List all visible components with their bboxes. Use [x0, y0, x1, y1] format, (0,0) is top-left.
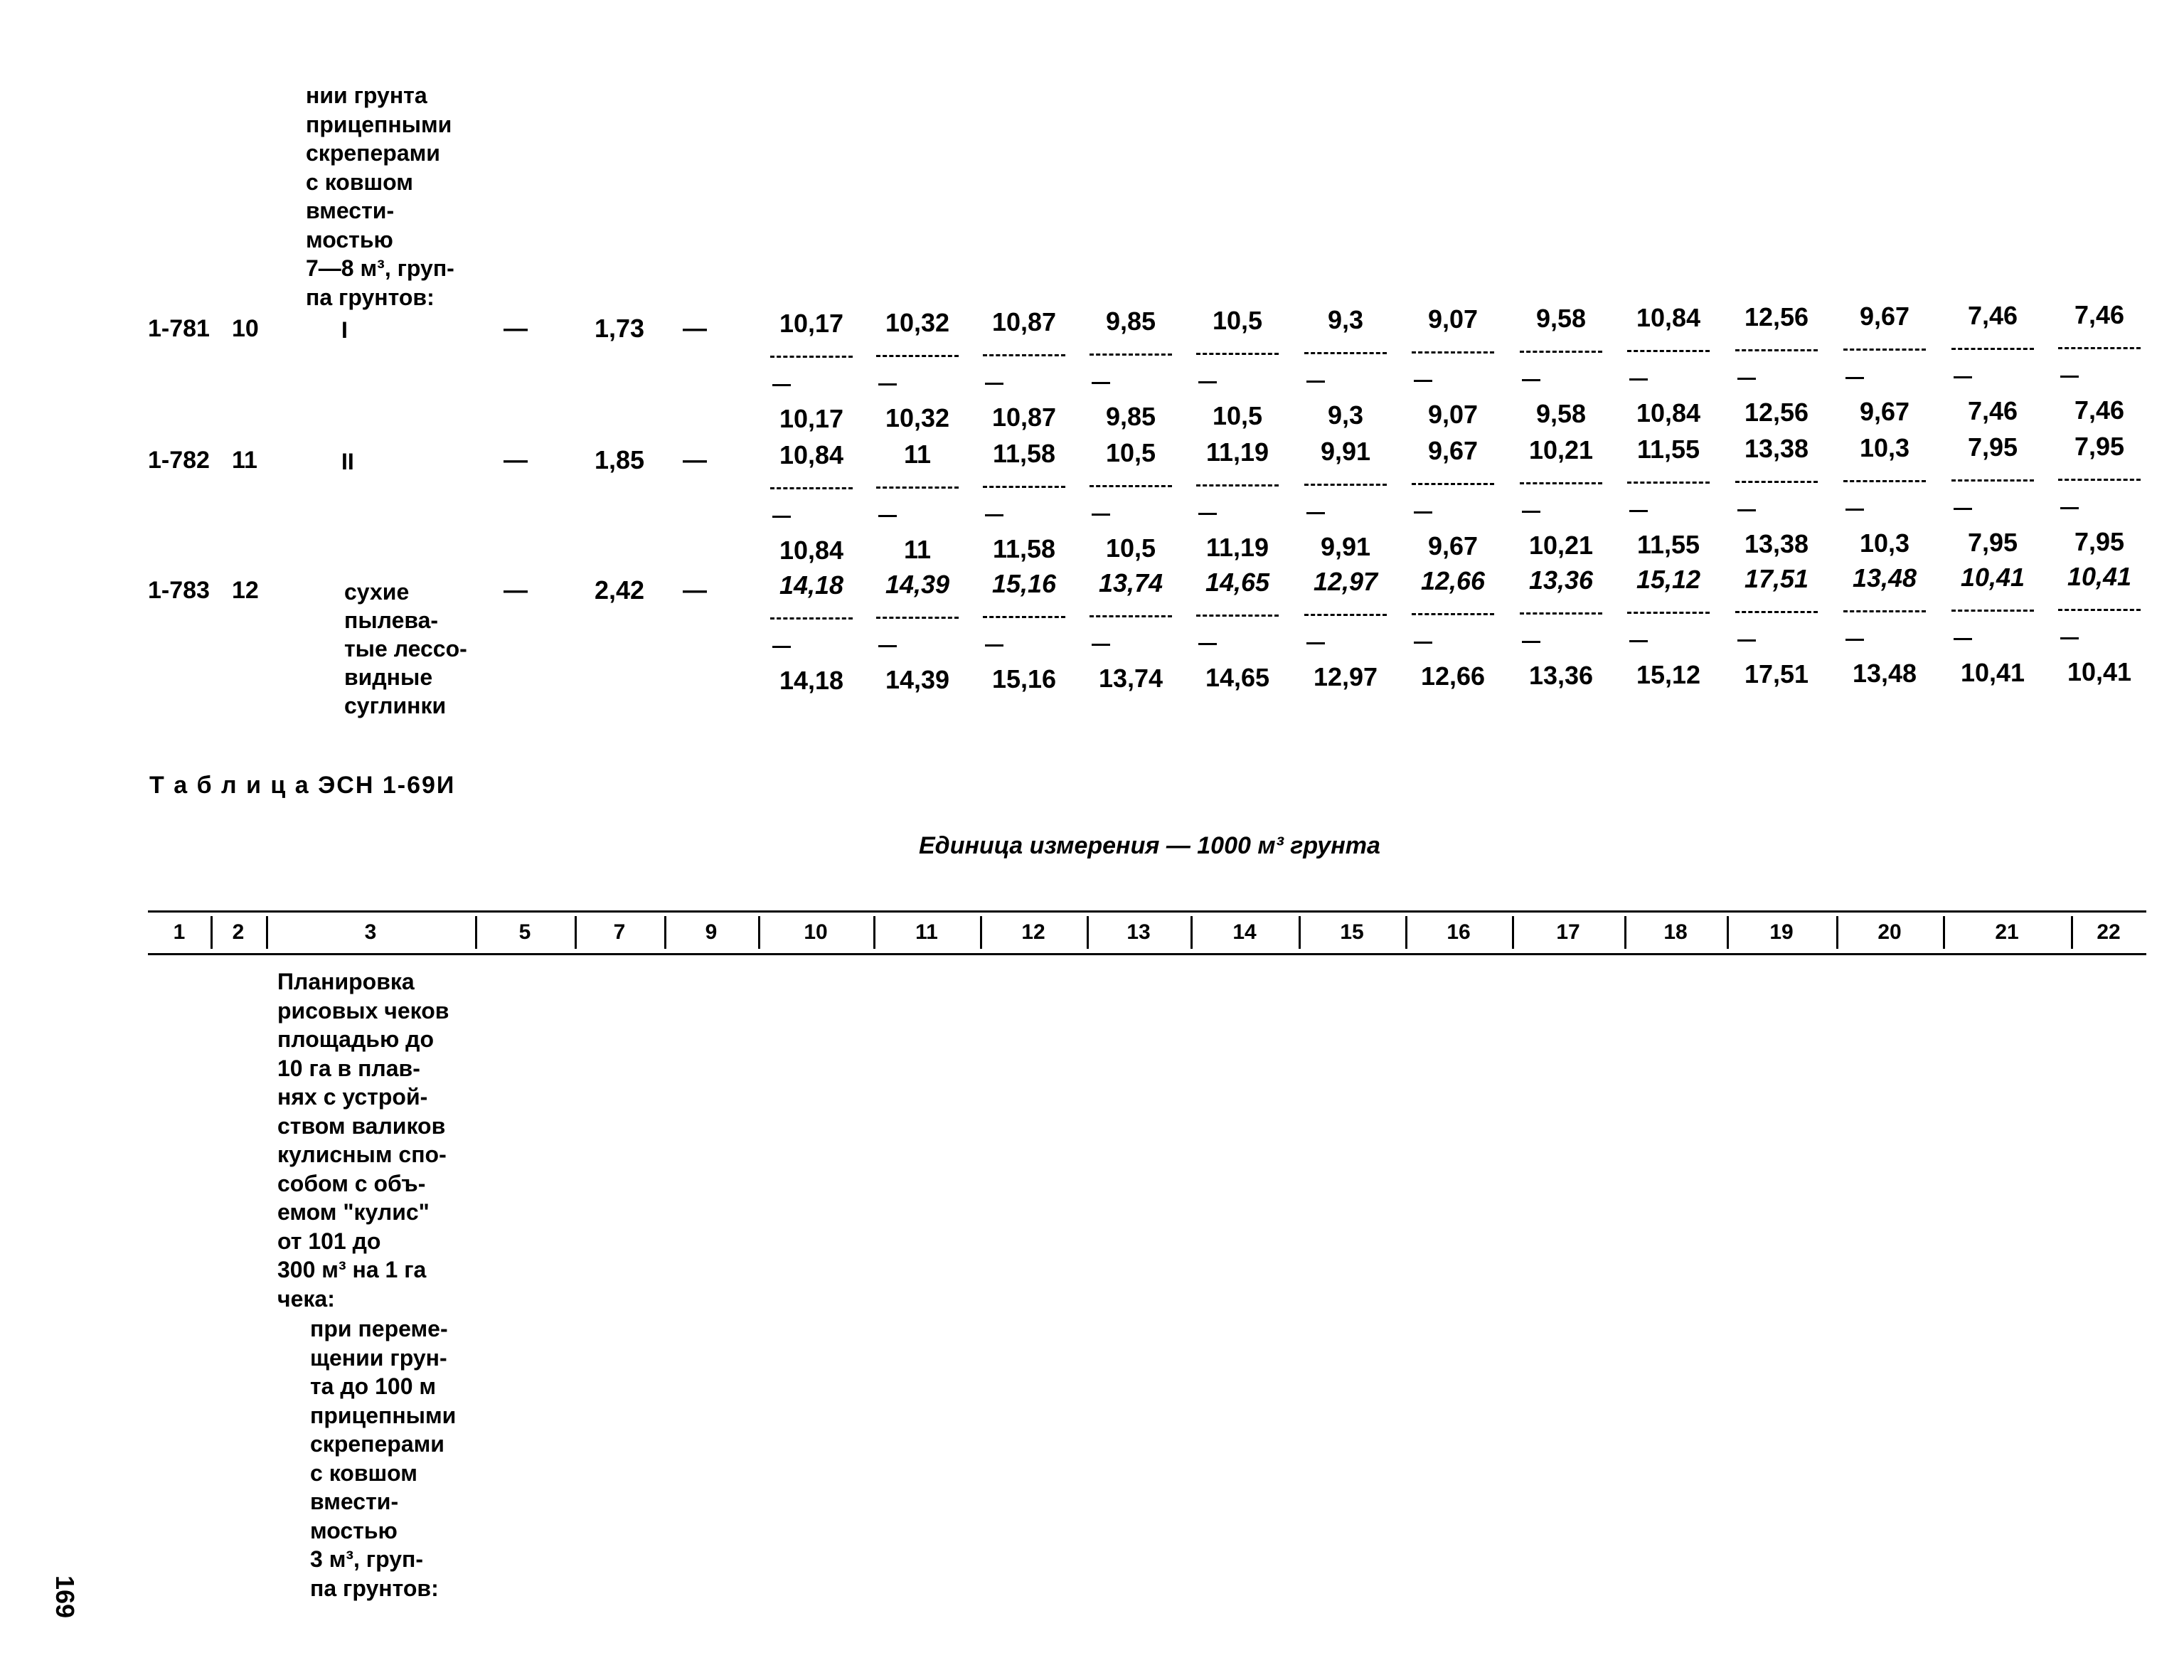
- description-line: емом "кулис": [277, 1199, 430, 1225]
- value-denominator: 13,48: [1852, 659, 1917, 688]
- row-code: 1-781: [148, 315, 210, 342]
- value-denominator: 7,46: [1967, 396, 2018, 425]
- value-denominator: 10,17: [779, 404, 844, 433]
- row-code: 1-782: [148, 447, 210, 474]
- row-code: 1-783: [148, 577, 210, 604]
- value-denominator: 10,32: [885, 403, 950, 432]
- fraction-divider: [1412, 483, 1494, 485]
- description-line: 10 га в плав-: [277, 1055, 420, 1081]
- header-column-number: 12: [1021, 920, 1045, 944]
- header-column-number: 15: [1340, 920, 1364, 944]
- value-denominator: 10,84: [779, 536, 844, 565]
- header-column-number: 13: [1126, 920, 1151, 944]
- empty-dash-mark: [1414, 380, 1432, 382]
- empty-dash-mark: [985, 514, 1003, 516]
- col5-value: —: [504, 447, 528, 474]
- lower-description-sub: [310, 1314, 456, 1602]
- value-denominator: 15,16: [991, 664, 1057, 693]
- description-line: прицепными: [306, 111, 452, 137]
- empty-dash-mark: [1845, 639, 1864, 641]
- value-numerator: 10,21: [1528, 435, 1594, 464]
- col7-value: 1,85: [595, 445, 645, 474]
- empty-dash-mark: [2060, 376, 2079, 378]
- value-denominator: 14,65: [1205, 663, 1270, 692]
- value-numerator: 7,46: [1967, 301, 2018, 330]
- description-line: мостью: [306, 226, 393, 252]
- value-denominator: 11,19: [1205, 533, 1269, 562]
- empty-dash-mark: [1737, 509, 1756, 511]
- header-column-number: 3: [364, 920, 377, 944]
- unit-note: Единица измерения — 1000 м³ грунта: [919, 832, 1380, 859]
- value-numerator: 11,55: [1636, 435, 1700, 464]
- value-numerator: 7,46: [2074, 300, 2125, 329]
- value-numerator: 9,07: [1427, 304, 1479, 334]
- value-numerator: 13,74: [1098, 568, 1163, 597]
- description-line: прицепными: [310, 1402, 457, 1428]
- description-line: при переме-: [310, 1316, 448, 1341]
- value-denominator: 9,58: [1535, 399, 1587, 428]
- soil-group-label: видные: [344, 664, 433, 690]
- header-column-number: 16: [1447, 920, 1471, 944]
- description-line: Планировка: [277, 969, 415, 994]
- value-denominator: 11: [903, 535, 932, 564]
- page-number: 169: [50, 1575, 80, 1619]
- empty-dash-mark: [878, 515, 897, 517]
- value-denominator: 9,07: [1427, 400, 1479, 429]
- empty-dash-mark: [2060, 637, 2079, 639]
- fraction-divider: [983, 486, 1065, 488]
- header-column-number: 9: [705, 920, 718, 944]
- value-numerator: 9,85: [1105, 307, 1156, 336]
- empty-dash-mark: [1306, 381, 1325, 383]
- description-line: с ковшом: [306, 169, 413, 195]
- value-denominator: 10,41: [1960, 658, 2025, 687]
- table-header-rule: [148, 953, 2146, 955]
- upper-description: [306, 81, 454, 312]
- value-denominator: 9,3: [1327, 400, 1364, 430]
- value-denominator: 14,39: [885, 665, 950, 694]
- empty-dash-mark: [1414, 642, 1432, 644]
- soil-group-label: тые лессо-: [344, 636, 467, 661]
- fraction-divider: [1304, 614, 1387, 616]
- empty-dash-mark: [1737, 639, 1756, 642]
- fraction-divider: [1196, 484, 1279, 487]
- header-column-number: 1: [173, 920, 186, 944]
- empty-dash-mark: [1737, 378, 1756, 380]
- value-denominator: 12,97: [1313, 662, 1378, 691]
- header-column-number: 19: [1769, 920, 1794, 944]
- empty-dash-mark: [1522, 511, 1540, 513]
- value-numerator: 10,87: [991, 307, 1057, 336]
- value-numerator: 17,51: [1744, 564, 1809, 593]
- value-denominator: 13,36: [1528, 661, 1594, 690]
- fraction-divider: [1951, 348, 2034, 350]
- value-numerator: 9,67: [1427, 436, 1479, 465]
- value-numerator: 10,5: [1212, 306, 1263, 335]
- description-line: от 101 до: [277, 1228, 381, 1254]
- empty-dash-mark: [1414, 511, 1432, 514]
- empty-dash-mark: [985, 383, 1003, 385]
- table-title: Т а б л и ц а ЭСН 1-69И: [149, 772, 456, 799]
- empty-dash-mark: [1954, 638, 1972, 640]
- fraction-divider: [1951, 479, 2034, 482]
- value-numerator: 10,41: [2067, 562, 2132, 591]
- empty-dash-mark: [878, 645, 897, 647]
- empty-dash-mark: [1198, 381, 1217, 383]
- value-numerator: 14,18: [779, 570, 844, 600]
- fraction-divider: [1412, 351, 1494, 353]
- fraction-divider: [1627, 612, 1710, 614]
- description-line: щении грун-: [310, 1344, 447, 1371]
- empty-dash-mark: [1092, 644, 1110, 646]
- fraction-divider: [1843, 480, 1926, 482]
- col5-value: —: [504, 577, 528, 604]
- soil-group-label: пылева-: [344, 607, 439, 633]
- empty-dash-mark: [1198, 513, 1217, 515]
- header-column-number: 10: [804, 920, 828, 944]
- empty-dash-mark: [1629, 510, 1648, 512]
- header-column-number: 14: [1232, 920, 1257, 944]
- description-line: собом с объ-: [277, 1170, 426, 1196]
- value-numerator: 10,32: [885, 308, 950, 337]
- value-denominator: 9,67: [1859, 397, 1910, 426]
- value-numerator: 10,84: [779, 440, 844, 469]
- table-top-rule: [148, 910, 2146, 913]
- col5-value: —: [504, 315, 528, 342]
- header-column-number: 20: [1877, 920, 1902, 944]
- empty-dash-mark: [772, 516, 791, 518]
- fraction-divider: [876, 487, 959, 489]
- fraction-divider: [1196, 615, 1279, 617]
- fraction-divider: [770, 356, 853, 358]
- empty-dash-mark: [1198, 643, 1217, 645]
- value-numerator: 14,39: [885, 570, 950, 599]
- empty-dash-mark: [1522, 641, 1540, 643]
- fraction-divider: [770, 617, 853, 620]
- header-column-number: 5: [518, 920, 531, 944]
- empty-dash-mark: [985, 644, 1003, 647]
- value-numerator: 7,95: [1967, 432, 2018, 462]
- value-numerator: 13,38: [1744, 434, 1809, 463]
- value-numerator: 10,3: [1859, 433, 1910, 462]
- fraction-divider: [983, 354, 1065, 356]
- fraction-divider: [1520, 351, 1602, 353]
- fraction-divider: [2058, 347, 2141, 349]
- value-numerator: 9,91: [1320, 437, 1371, 466]
- value-denominator: 11,55: [1636, 530, 1700, 559]
- fraction-divider: [1090, 485, 1172, 487]
- fraction-divider: [1627, 350, 1710, 352]
- description-line: площадью до: [277, 1026, 435, 1052]
- header-column-number: 7: [613, 920, 626, 944]
- fraction-divider: [1627, 482, 1710, 484]
- fraction-divider: [1520, 612, 1602, 615]
- value-denominator: 7,46: [2074, 395, 2125, 425]
- value-numerator: 10,41: [1960, 563, 2025, 592]
- empty-dash-mark: [1522, 379, 1540, 381]
- fraction-divider: [1196, 353, 1279, 355]
- empty-dash-mark: [1629, 640, 1648, 642]
- value-numerator: 12,66: [1420, 566, 1486, 595]
- value-numerator: 11,58: [992, 439, 1056, 468]
- empty-dash-mark: [1845, 377, 1864, 379]
- fraction-divider: [2058, 609, 2141, 611]
- value-numerator: 14,65: [1205, 568, 1270, 597]
- value-denominator: 11,58: [992, 534, 1056, 563]
- value-denominator: 7,95: [1967, 528, 2018, 557]
- col9-value: —: [683, 315, 707, 342]
- value-numerator: 9,67: [1859, 302, 1910, 331]
- header-column-number: 22: [2097, 920, 2121, 944]
- description-line: рисовых чеков: [277, 997, 449, 1024]
- empty-dash-mark: [1092, 514, 1110, 516]
- fraction-divider: [1843, 610, 1926, 612]
- fraction-divider: [983, 616, 1065, 618]
- value-denominator: 10,5: [1212, 401, 1263, 430]
- fraction-divider: [1412, 613, 1494, 615]
- description-line: кулисным спо-: [277, 1142, 447, 1167]
- lower-description-main: [277, 967, 449, 1313]
- description-line: чека:: [277, 1285, 335, 1312]
- fraction-divider: [770, 487, 853, 489]
- description-line: вмести-: [306, 198, 395, 223]
- empty-dash-mark: [1845, 509, 1864, 511]
- soil-group-label: сухие: [344, 579, 410, 605]
- empty-dash-mark: [2060, 507, 2079, 509]
- description-line: нях с устрой-: [277, 1084, 428, 1110]
- fraction-divider: [1843, 349, 1926, 351]
- description-line: скреперами: [306, 140, 440, 166]
- col9-value: —: [683, 577, 707, 604]
- empty-dash-mark: [878, 383, 897, 386]
- value-numerator: 15,12: [1636, 565, 1701, 594]
- value-denominator: 12,66: [1420, 661, 1486, 691]
- description-line: 7—8 м³, груп-: [306, 255, 454, 281]
- value-numerator: 13,48: [1852, 563, 1917, 592]
- value-denominator: 9,91: [1320, 532, 1371, 561]
- empty-dash-mark: [772, 646, 791, 648]
- fraction-divider: [1951, 610, 2034, 612]
- row-number: 12: [232, 577, 259, 604]
- value-denominator: 14,18: [779, 666, 844, 695]
- value-numerator: 10,5: [1105, 438, 1156, 467]
- soil-group-label: II: [341, 449, 354, 474]
- empty-dash-mark: [1954, 508, 1972, 510]
- empty-dash-mark: [1306, 642, 1325, 644]
- fraction-divider: [1090, 353, 1172, 356]
- value-denominator: 7,95: [2074, 527, 2125, 556]
- value-denominator: 13,74: [1098, 664, 1163, 693]
- value-numerator: 13,36: [1528, 565, 1594, 595]
- value-denominator: 10,41: [2067, 657, 2132, 686]
- value-denominator: 10,87: [991, 403, 1057, 432]
- fraction-divider: [1735, 349, 1818, 351]
- fraction-divider: [1520, 482, 1602, 484]
- description-line: 300 м³ на 1 га: [277, 1257, 427, 1282]
- description-line: скреперами: [310, 1431, 444, 1457]
- description-line: па грунтов:: [306, 284, 435, 310]
- empty-dash-mark: [1092, 382, 1110, 384]
- value-numerator: 15,16: [991, 569, 1057, 598]
- fraction-divider: [1735, 611, 1818, 613]
- empty-dash-mark: [1306, 512, 1325, 514]
- value-numerator: 12,97: [1313, 567, 1378, 596]
- empty-dash-mark: [1629, 378, 1648, 381]
- col9-value: —: [683, 447, 707, 474]
- value-numerator: 7,95: [2074, 432, 2125, 461]
- description-line: ством валиков: [277, 1112, 446, 1139]
- value-denominator: 10,3: [1859, 528, 1910, 558]
- header-column-number: 21: [1995, 920, 2019, 944]
- row-number: 10: [232, 315, 259, 342]
- description-line: вмести-: [310, 1489, 399, 1514]
- value-denominator: 10,5: [1105, 533, 1156, 563]
- header-column-number: 18: [1663, 920, 1688, 944]
- header-column-number: 2: [232, 920, 245, 944]
- value-denominator: 12,56: [1744, 398, 1809, 427]
- fraction-divider: [1304, 352, 1387, 354]
- fraction-divider: [876, 617, 959, 619]
- soil-group-label: I: [341, 317, 348, 343]
- empty-dash-mark: [772, 384, 791, 386]
- header-column-number: 17: [1556, 920, 1580, 944]
- fraction-divider: [1735, 481, 1818, 483]
- value-numerator: 10,84: [1636, 303, 1701, 332]
- value-numerator: 11,19: [1205, 437, 1269, 467]
- value-numerator: 11: [903, 440, 932, 469]
- description-line: нии грунта: [306, 83, 427, 108]
- col7-value: 2,42: [595, 575, 645, 605]
- fraction-divider: [876, 355, 959, 357]
- value-denominator: 10,21: [1528, 531, 1594, 560]
- description-line: па грунтов:: [310, 1575, 439, 1601]
- soil-group-label: суглинки: [344, 693, 447, 718]
- description-line: мостью: [310, 1517, 398, 1543]
- value-denominator: 15,12: [1636, 660, 1701, 689]
- value-denominator: 10,84: [1636, 398, 1701, 427]
- value-denominator: 9,85: [1105, 402, 1156, 431]
- description-line: с ковшом: [310, 1460, 417, 1486]
- value-numerator: 9,58: [1535, 304, 1587, 333]
- value-denominator: 17,51: [1744, 659, 1809, 689]
- description-line: 3 м³, груп-: [310, 1546, 424, 1572]
- value-denominator: 9,67: [1427, 531, 1479, 560]
- row-number: 11: [232, 447, 257, 474]
- value-denominator: 13,38: [1744, 529, 1809, 558]
- value-numerator: 9,3: [1327, 305, 1364, 334]
- fraction-divider: [1090, 615, 1172, 617]
- col7-value: 1,73: [595, 314, 645, 343]
- empty-dash-mark: [1954, 376, 1972, 378]
- header-column-number: 11: [915, 920, 938, 944]
- value-numerator: 10,17: [779, 309, 844, 338]
- fraction-divider: [1304, 484, 1387, 486]
- description-line: та до 100 м: [310, 1373, 437, 1399]
- value-numerator: 12,56: [1744, 302, 1809, 331]
- fraction-divider: [2058, 479, 2141, 481]
